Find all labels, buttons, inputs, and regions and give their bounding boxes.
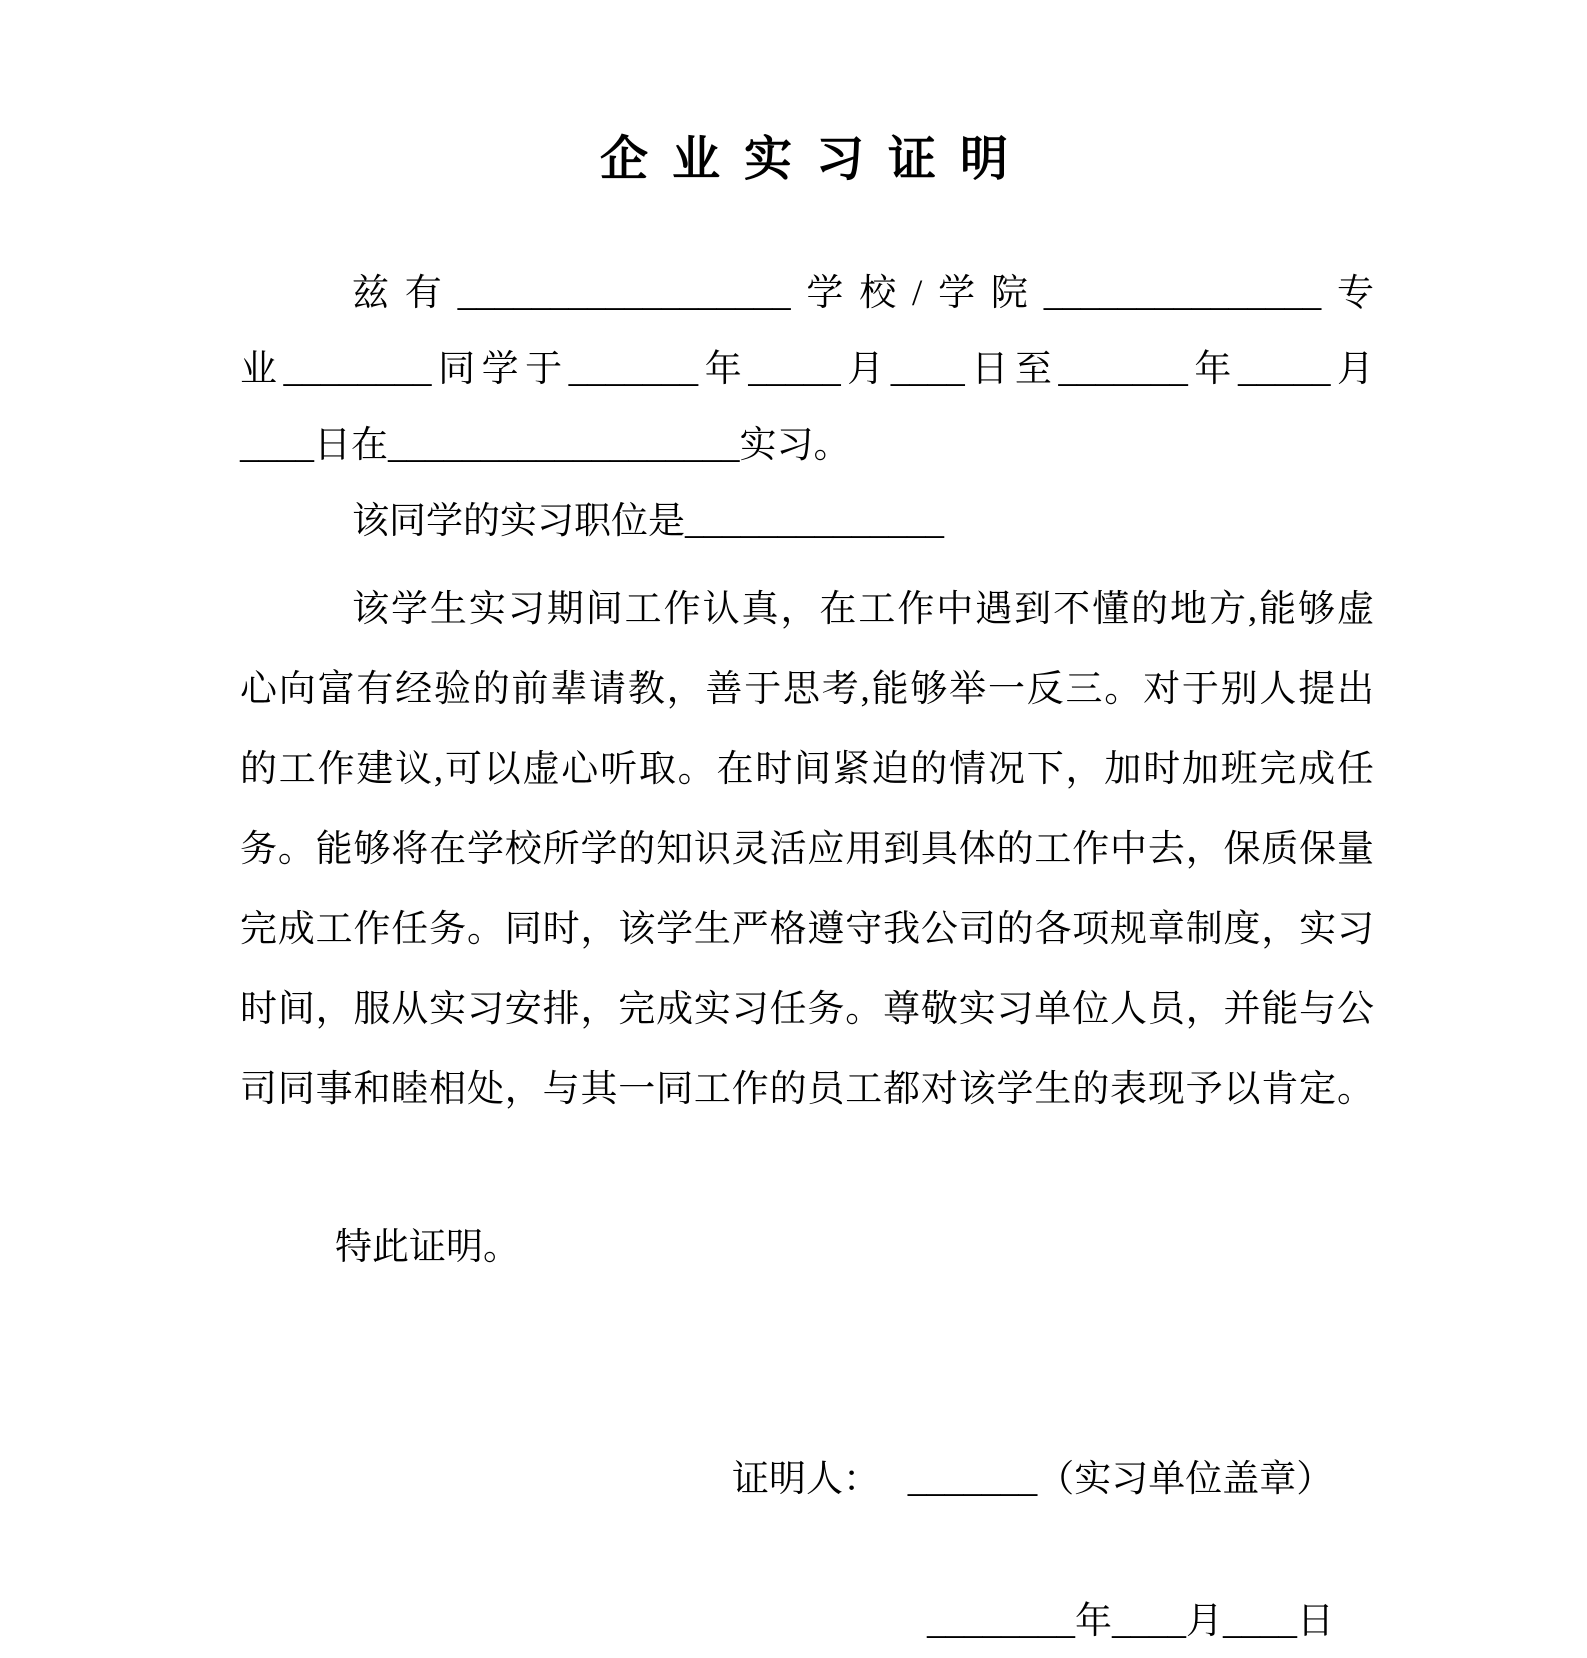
document-title: 企 业 实 习 证 明 — [599, 133, 1014, 186]
date-line: ________年____月____日 — [927, 1601, 1334, 1642]
evaluation-paragraph — [240, 570, 1374, 1130]
closing-statement: 特此证明。 — [335, 1227, 520, 1268]
paragraph-line: 完成工作任务。同时，该学生严格遵守我公司的各项规章制度，实习 — [240, 909, 1374, 950]
paragraph-line: 时间，服从实习安排，完成实习任务。尊敬实习单位人员，并能与公 — [240, 989, 1374, 1030]
paragraph-line: 的工作建议,可以虚心听取。在时间紧迫的情况下，加时加班完成任 — [240, 749, 1374, 790]
paragraph-line: 兹有__________________学校/学院_______________专 — [352, 273, 1374, 314]
paragraph-line: 司同事和睦相处，与其一同工作的员工都对该学生的表现予以肯定。 — [240, 1069, 1374, 1110]
paragraph-line: 务。能够将在学校所学的知识灵活应用到具体的工作中去，保质保量 — [240, 829, 1374, 870]
paragraph-line: 业________同学于_______年_____月____日至_______年_____月 — [240, 349, 1374, 390]
paragraph-line: 该学生实习期间工作认真，在工作中遇到不懂的地方,能够虚 — [352, 589, 1374, 630]
internship-position-line: 该同学的实习职位是______________ — [352, 501, 944, 542]
certifier-signature-line: 证明人： _______（实习单位盖章） — [732, 1459, 1334, 1500]
intro-paragraph — [240, 256, 1374, 484]
paragraph-line: ____日在___________________实习。 — [240, 425, 851, 466]
paragraph-line: 心向富有经验的前辈请教，善于思考,能够举一反三。对于别人提出 — [240, 669, 1374, 710]
